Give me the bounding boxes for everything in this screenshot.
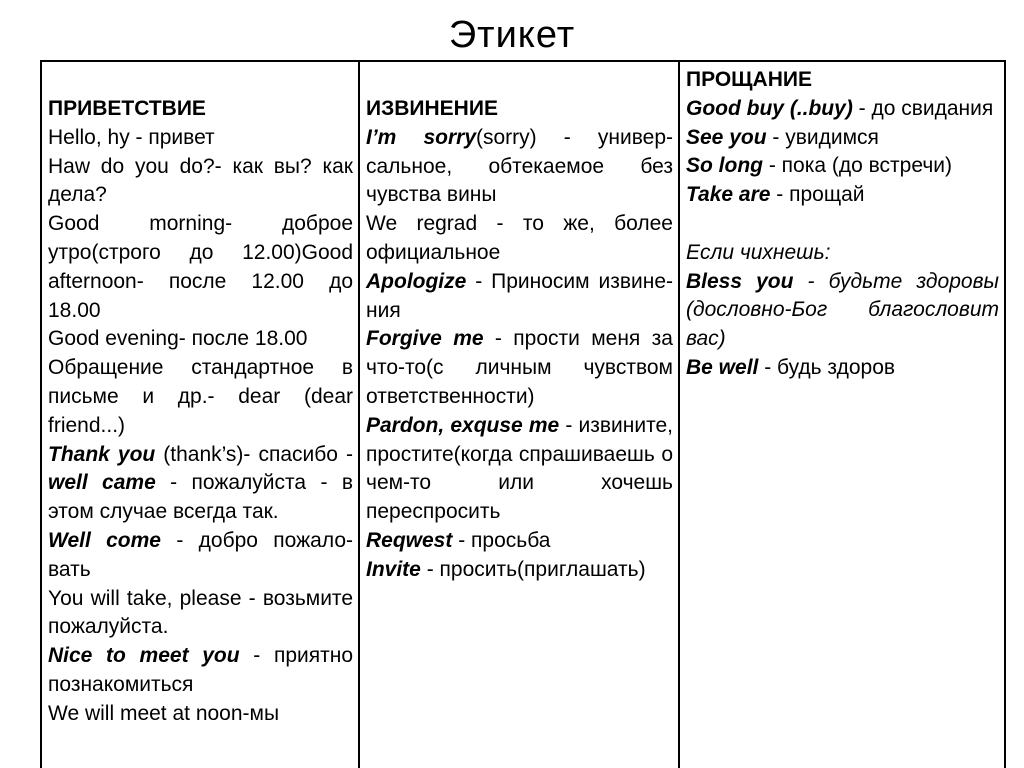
list-item (48, 700, 353, 729)
term-text: Invite (366, 557, 421, 581)
term-text: Be well (686, 355, 759, 379)
entry-text: Hello, hy - привет (48, 125, 215, 149)
apology-heading: ИЗВИНЕНИЕ (366, 97, 498, 120)
greeting-column (41, 61, 359, 768)
term-text: Thank you (48, 442, 156, 466)
entry-text: Обращение стандартное в письме и др.- dear (dear friend...) (48, 356, 353, 437)
list-item (366, 268, 673, 326)
list-item (686, 95, 999, 124)
list-item (48, 354, 353, 440)
apology-column (359, 61, 679, 768)
entry-text: - прощай (770, 183, 865, 207)
term-text: Nice to meet you (48, 644, 240, 668)
farewell-column (679, 61, 1005, 768)
term-text: So long (686, 154, 763, 178)
term-text: I’m sorry (366, 125, 476, 149)
entry-text: We regrad - то же, более официальное (366, 212, 673, 264)
entry-text: Haw do you do?- как вы? как дела? (48, 154, 353, 207)
etiquette-table (40, 60, 1006, 768)
farewell-heading: ПРОЩАНИЕ (686, 68, 812, 91)
list-item (48, 441, 353, 527)
greeting-heading: ПРИВЕТСТВИЕ (48, 97, 206, 120)
entry-text: - пока (до встречи) (763, 154, 952, 178)
list-item (366, 527, 673, 556)
list-item (686, 124, 999, 153)
list-item (686, 239, 999, 268)
entry-text: - пожалуйста - в этом случае всегда так. (48, 471, 353, 524)
table-row (41, 61, 1005, 768)
list-item (686, 268, 999, 354)
list-item (48, 642, 353, 700)
list-item (366, 124, 673, 210)
list-item (686, 152, 999, 181)
term-text: Take are (686, 183, 771, 207)
list-item (366, 210, 673, 268)
list-item (48, 527, 353, 585)
term-text: Bless you (686, 269, 794, 293)
term-text: Well come (48, 528, 161, 552)
list-item (48, 325, 353, 354)
entry-text: You will take, please - возьмите пожалуйста. (48, 586, 353, 639)
term-text: well came (48, 471, 156, 495)
entry-text: - извините, простите(когда спрашиваешь о чем-то или хочешь переспросить (366, 413, 673, 524)
entry-text: - будь здоров (758, 355, 896, 379)
spacer (686, 210, 999, 239)
entry-text: We will meet at noon-мы (48, 701, 280, 725)
entry-text: - приятно познакомиться (48, 644, 353, 696)
entry-text: - до свидания (852, 96, 994, 120)
entry-text: (sorry) - универ-сальное, обтекаемое без чувства вины (366, 125, 673, 207)
list-item (48, 210, 353, 325)
term-text: Pardon, exquse me (366, 413, 560, 437)
entry-text: - увидимся (766, 125, 879, 149)
list-item (48, 153, 353, 211)
list-item (48, 585, 353, 643)
list-item (366, 412, 673, 527)
list-item (366, 556, 673, 585)
term-text: Forgive me (366, 327, 484, 351)
term-text: Apologize (366, 269, 467, 293)
entry-text: - просьба (452, 528, 551, 552)
term-text: Good buy (..buy) (686, 96, 853, 120)
term-text: See you (686, 125, 767, 149)
term-text: - будьте здоровы (дословно-Бог благословит вас) (686, 269, 999, 351)
term-text: Reqwest (366, 528, 453, 552)
entry-text: Good morning- доброе утро(строго до 12.00)Good afternoon- после 12.00 до 18.00 (48, 212, 353, 322)
entry-text: (thank’s)- спасибо - (155, 442, 354, 466)
entry-text: - прости меня за что-то(с личным чувством ответственности) (366, 327, 673, 408)
list-item (48, 124, 353, 153)
list-item (366, 325, 673, 411)
entry-text: Good evening- после 18.00 (48, 327, 308, 351)
list-item (686, 181, 999, 210)
page-title: Этикет (448, 14, 576, 56)
greeting-cell (42, 62, 358, 729)
farewell-cell (680, 62, 1004, 383)
list-item (686, 354, 999, 383)
apology-cell (360, 62, 678, 585)
entry-text: - просить(приглашать) (420, 557, 646, 581)
term-text: Если чихнешь: (686, 240, 831, 264)
entry-text: - Приносим извине-ния (366, 269, 673, 322)
entry-text: - добро пожало-вать (48, 528, 353, 581)
